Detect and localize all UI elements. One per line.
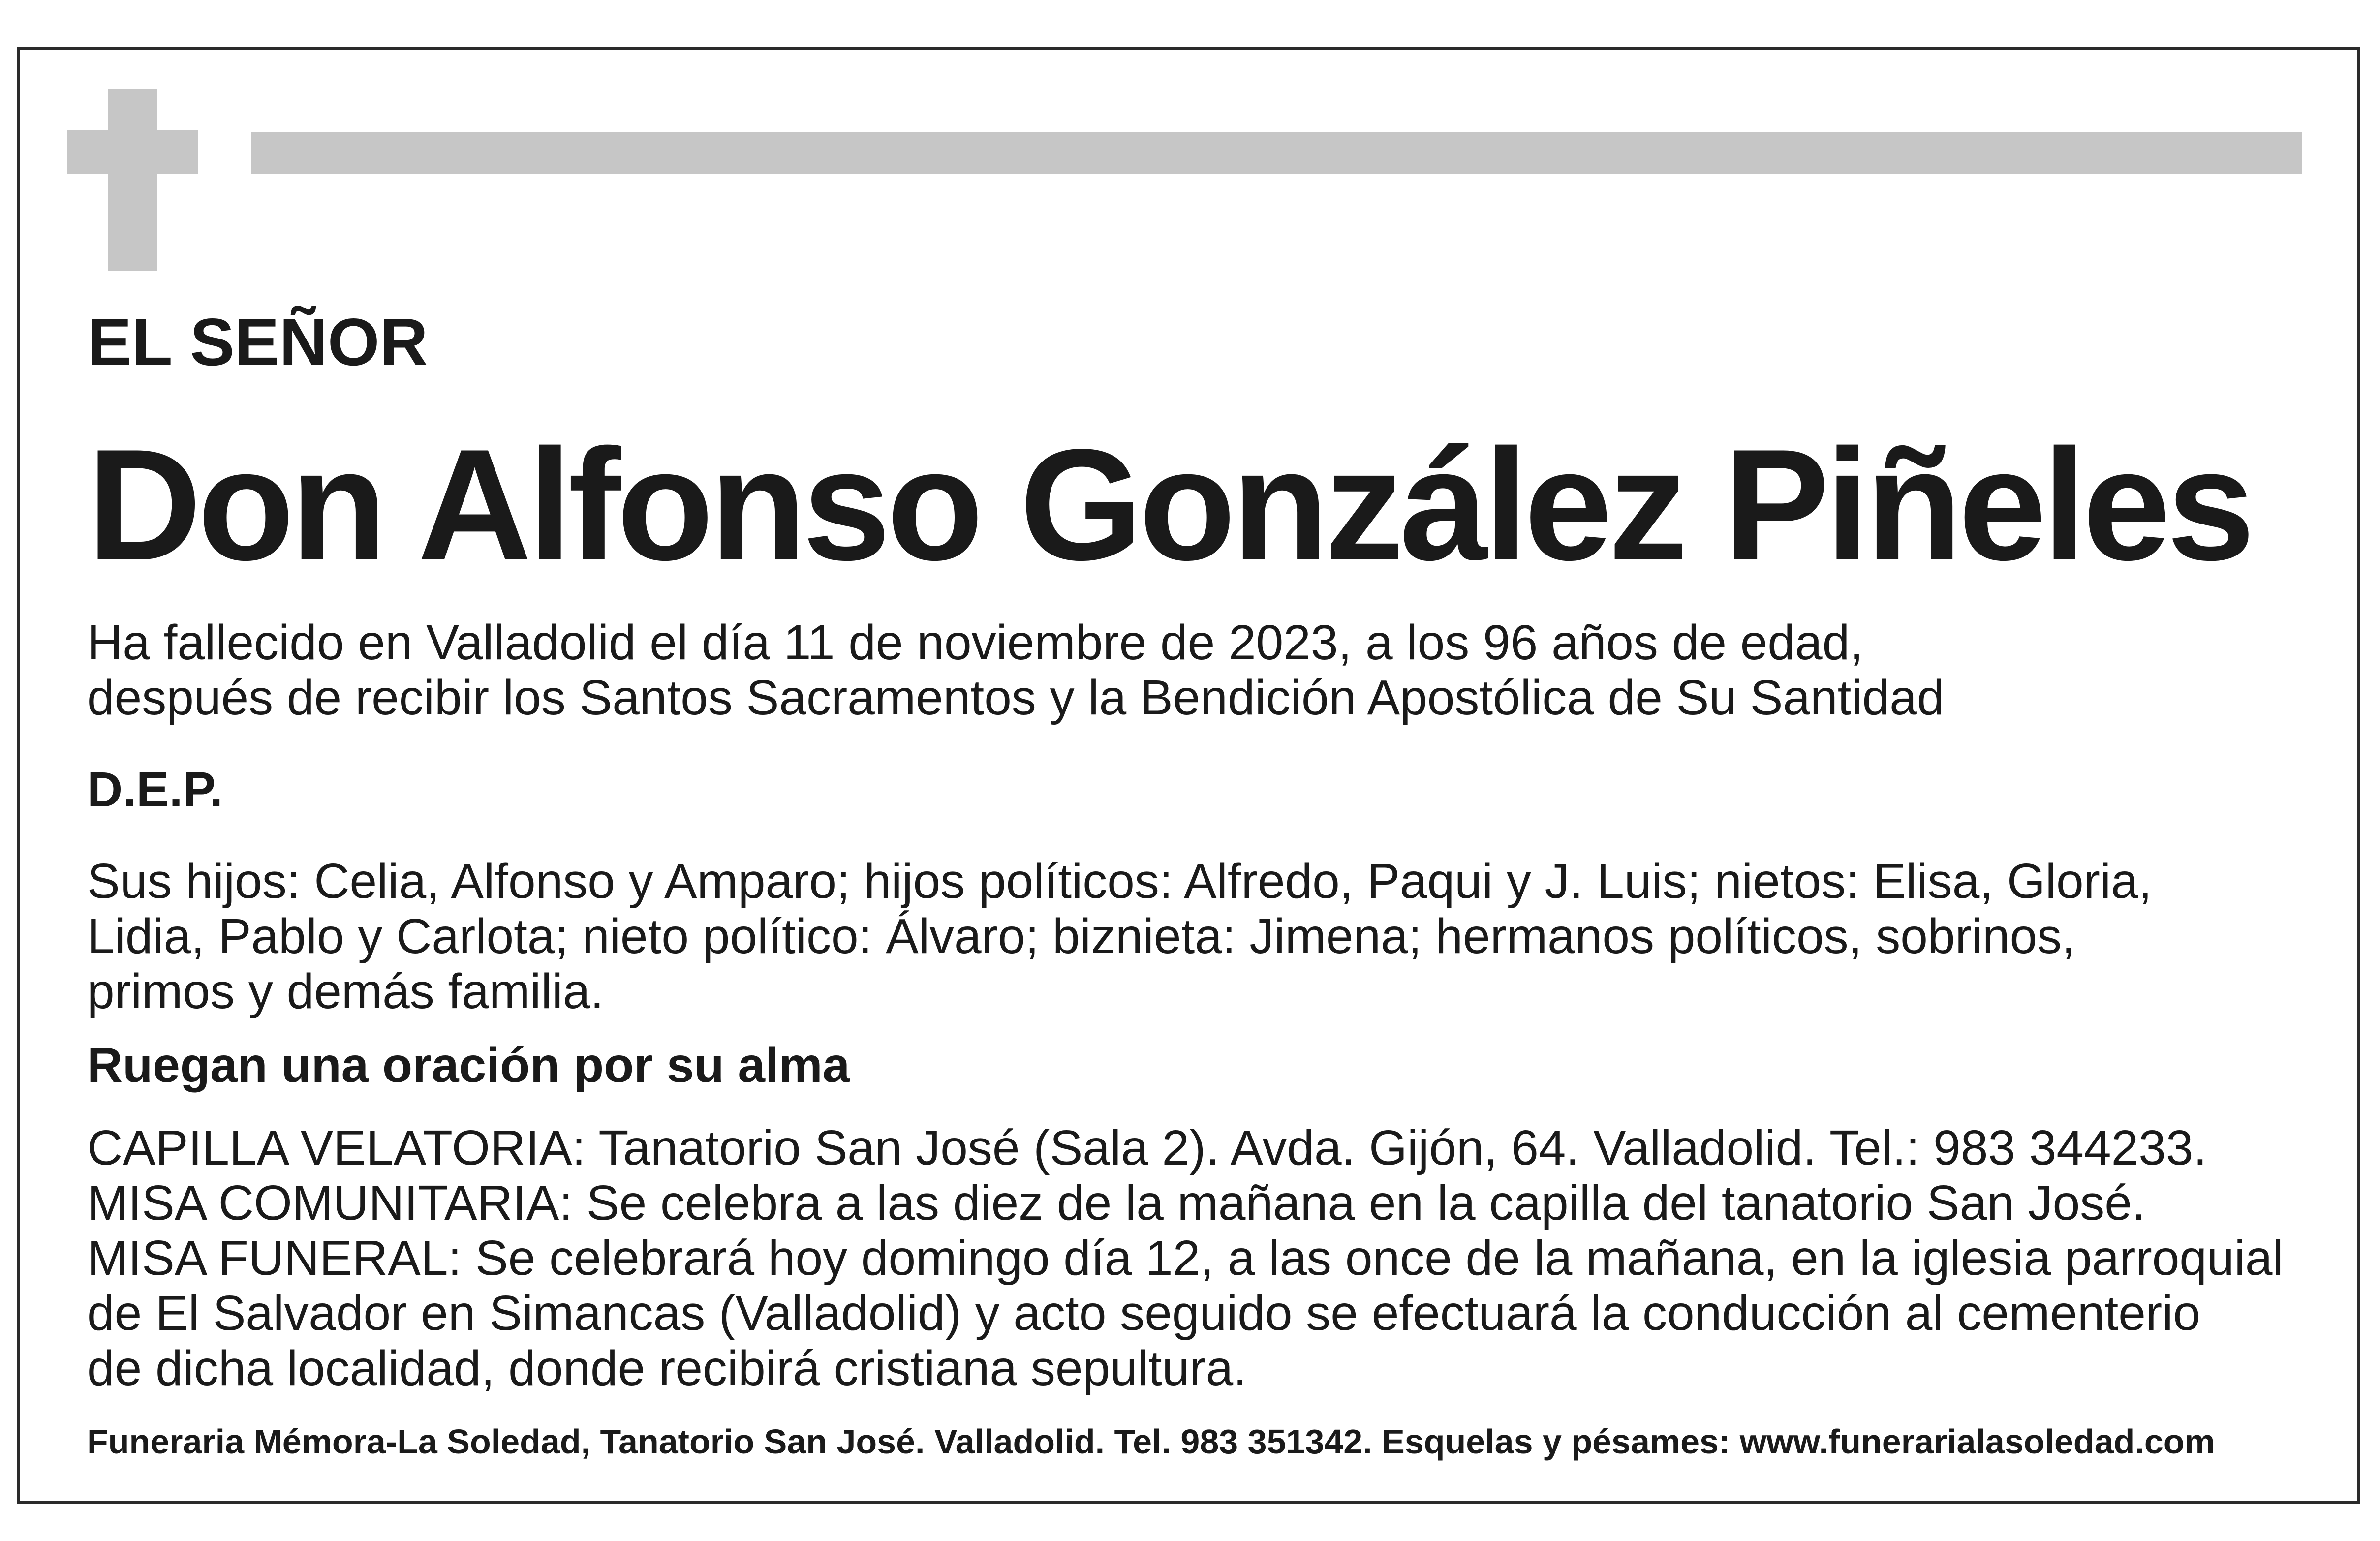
family-list <box>87 854 2152 1019</box>
funeral-home-footer: Funeraria Mémora-La Soledad, Tanatorio San José. Valladolid. Tel. 983 351342. Esquelas y pésames: www.funerarialasoledad.com <box>87 1422 2215 1461</box>
death-line: Ha fallecido en Valladolid el día 11 de noviembre de 2023, a los 96 años de edad, <box>87 615 1863 670</box>
detail-line: MISA FUNERAL: Se celebrará hoy domingo día 12, a las once de la mañana, en la iglesia parroquial <box>87 1231 2284 1286</box>
detail-line: de dicha localidad, donde recibirá cristiana sepultura. <box>87 1341 1247 1396</box>
family-line: Lidia, Pablo y Carlota; nieto político: Álvaro; biznieta: Jimena; hermanos políticos, sobrinos, <box>87 909 2075 964</box>
honorific-heading: EL SEÑOR <box>87 305 428 379</box>
detail-line: CAPILLA VELATORIA: Tanatorio San José (Sala 2). Avda. Gijón, 64. Valladolid. Tel.: 983 344233. <box>87 1120 2207 1175</box>
cross-vertical-bar <box>108 89 157 271</box>
service-details <box>87 1120 2284 1396</box>
cross-horizontal-bar <box>67 130 198 174</box>
death-line: después de recibir los Santos Sacramentos y la Bendición Apostólica de Su Santidad <box>87 670 1945 725</box>
detail-line: de El Salvador en Simancas (Valladolid) y acto seguido se efectuará la conducción al cementerio <box>87 1286 2201 1341</box>
family-line: Sus hijos: Celia, Alfonso y Amparo; hijos políticos: Alfredo, Paqui y J. Luis; nietos: Elisa, Gloria, <box>87 854 2152 909</box>
prayer-request: Ruegan una oración por su alma <box>87 1038 850 1093</box>
death-announcement <box>87 615 1945 725</box>
header-rule <box>251 132 2302 174</box>
detail-line: MISA COMUNITARIA: Se celebra a las diez de la mañana en la capilla del tanatorio San José. <box>87 1175 2146 1231</box>
dep-label: D.E.P. <box>87 762 223 817</box>
deceased-name: Don Alfonso González Piñeles <box>87 417 2251 593</box>
family-line: primos y demás familia. <box>87 964 604 1019</box>
